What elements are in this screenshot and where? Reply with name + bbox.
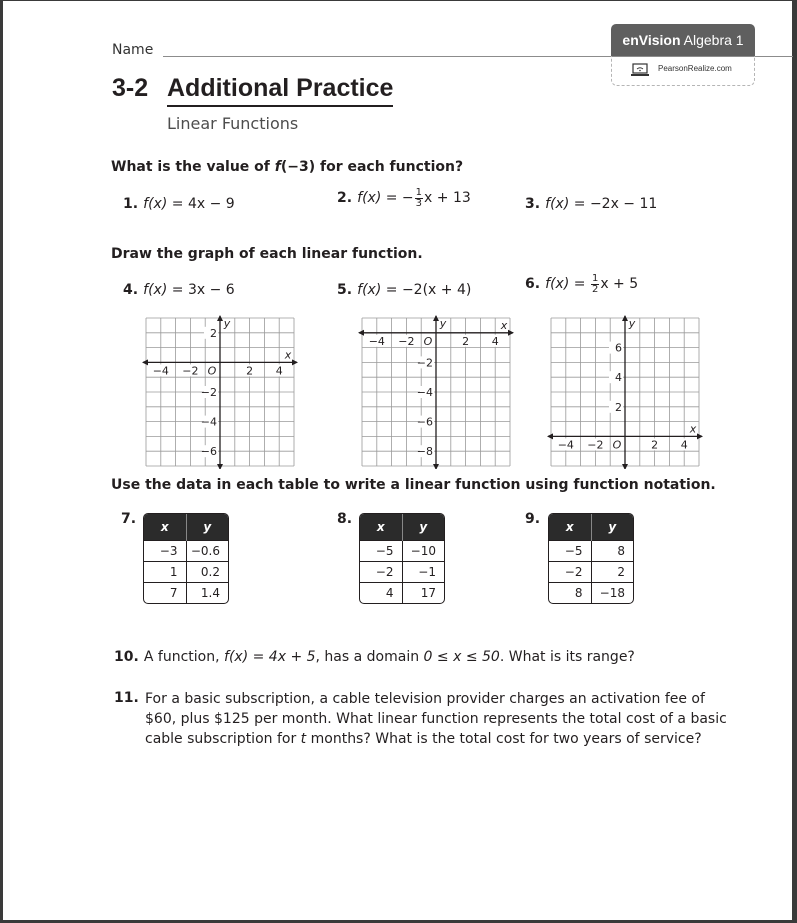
table-row xyxy=(144,582,228,603)
brand-banner xyxy=(611,24,755,56)
expr-lhs: f(x) = xyxy=(357,282,402,298)
fraction-numerator: 1 xyxy=(415,186,423,198)
expression xyxy=(357,282,471,298)
origin-label: O xyxy=(423,334,433,348)
table-header-row xyxy=(360,514,444,540)
y-axis-arrow-down xyxy=(622,464,628,469)
table-row xyxy=(360,561,444,582)
lesson-number: 3-2 xyxy=(112,74,149,102)
x-axis-label: x xyxy=(500,318,508,332)
expr-lhs: f(x) = xyxy=(545,196,590,212)
cell-y: −18 xyxy=(591,582,633,603)
table-row xyxy=(549,582,633,603)
x-tick-label: 2 xyxy=(462,334,470,348)
expression xyxy=(143,196,235,212)
expression xyxy=(357,186,471,209)
question-7-number: 7. xyxy=(121,511,137,527)
question-number: 10. xyxy=(114,649,139,665)
expression xyxy=(143,282,235,298)
site-url: PearsonRealize.com xyxy=(658,64,732,73)
y-tick-label: −2 xyxy=(416,356,433,370)
y-tick-label: −4 xyxy=(416,386,433,399)
x-tick-label: 4 xyxy=(491,334,499,348)
x-tick-label: −2 xyxy=(398,334,415,348)
question-5 xyxy=(337,279,471,298)
expression xyxy=(545,272,639,295)
question-number: 6. xyxy=(525,276,541,292)
cell-y: −1 xyxy=(402,561,444,582)
x-tick-label: 2 xyxy=(246,364,254,378)
cell-y: 2 xyxy=(591,561,633,582)
cell-x: −3 xyxy=(144,540,186,561)
y-tick-label: −8 xyxy=(416,445,433,459)
y-axis-arrow-down xyxy=(217,464,223,469)
origin-label: O xyxy=(207,364,217,378)
coordinate-grid-5[interactable] xyxy=(357,315,515,469)
function-expr: f(x) = 4x + 5 xyxy=(224,649,316,665)
origin-label: O xyxy=(612,438,622,452)
fraction xyxy=(591,274,599,295)
coordinate-grid-4[interactable] xyxy=(141,315,299,469)
x-axis-label: x xyxy=(284,348,292,362)
fraction xyxy=(415,188,423,209)
table-7 xyxy=(143,513,229,604)
question-10-text xyxy=(144,649,635,665)
page-subtitle: Linear Functions xyxy=(167,114,299,133)
x-axis-arrow-left xyxy=(547,433,553,439)
cell-y: −0.6 xyxy=(186,540,228,561)
cell-x: 7 xyxy=(144,582,186,603)
header-x: x xyxy=(360,514,402,540)
heading-f: f xyxy=(274,159,281,175)
section-1-heading xyxy=(111,159,463,175)
expr-rhs: 4x − 9 xyxy=(187,196,235,212)
table-row xyxy=(549,561,633,582)
cell-y: −10 xyxy=(402,540,444,561)
question-2 xyxy=(337,187,471,209)
text: , has a domain xyxy=(315,649,424,665)
cell-x: 4 xyxy=(360,582,402,603)
header-x: x xyxy=(144,514,186,540)
question-number: 3. xyxy=(525,196,541,212)
fraction-denominator: 2 xyxy=(591,283,599,295)
expr-rhs: x + 5 xyxy=(600,276,639,292)
expr-lhs: f(x) = − xyxy=(357,190,414,206)
question-4 xyxy=(123,279,235,298)
page-title: Additional Practice xyxy=(167,74,393,107)
table-header-row xyxy=(144,514,228,540)
header-y: y xyxy=(402,514,444,540)
table-row xyxy=(360,540,444,561)
question-number: 5. xyxy=(337,282,353,298)
x-tick-label: −4 xyxy=(152,364,169,378)
site-box xyxy=(611,56,755,86)
y-tick-label: 6 xyxy=(615,341,622,355)
fraction-denominator: 3 xyxy=(415,197,423,209)
question-10 xyxy=(114,646,635,665)
y-axis-label: y xyxy=(439,317,447,330)
name-label: Name xyxy=(112,42,154,58)
coordinate-grid-6[interactable] xyxy=(546,315,704,469)
fraction-numerator: 1 xyxy=(591,272,599,284)
question-8-number: 8. xyxy=(337,511,353,527)
expr-lhs: f(x) = xyxy=(143,282,188,298)
x-axis-arrow-right xyxy=(292,359,298,365)
question-9-number: 9. xyxy=(525,511,541,527)
expr-rhs: x + 13 xyxy=(424,190,471,206)
y-tick-label: −6 xyxy=(416,415,433,429)
cell-x: 8 xyxy=(549,582,591,603)
table-row xyxy=(549,540,633,561)
expression xyxy=(545,196,657,212)
table-9 xyxy=(548,513,634,604)
product-name: Algebra 1 xyxy=(683,32,744,48)
cell-x: 1 xyxy=(144,561,186,582)
x-tick-label: 2 xyxy=(651,438,659,452)
y-tick-label: 2 xyxy=(210,326,217,340)
expr-rhs: −2(x + 4) xyxy=(401,282,472,298)
text: For a basic subscription, a cable television provider charges an activation fee of $60, plus $125 per month. What linear function represents the total cost of a basic cable subscription for xyxy=(145,691,727,747)
header-y: y xyxy=(186,514,228,540)
y-axis-label: y xyxy=(223,317,231,330)
heading-text: What is the value of xyxy=(111,159,275,175)
worksheet-page xyxy=(3,1,792,920)
x-tick-label: −2 xyxy=(587,438,604,452)
x-axis-arrow-left xyxy=(358,330,364,336)
table-row xyxy=(144,561,228,582)
question-number: 2. xyxy=(337,190,353,206)
text: . What is its range? xyxy=(499,649,635,665)
table-header-row xyxy=(549,514,633,540)
cell-x: −2 xyxy=(549,561,591,582)
x-tick-label: 4 xyxy=(680,438,688,452)
table-row xyxy=(144,540,228,561)
cell-y: 0.2 xyxy=(186,561,228,582)
table-8 xyxy=(359,513,445,604)
section-3-heading: Use the data in each table to write a linear function using function notation. xyxy=(111,477,716,493)
text: A function, xyxy=(143,649,225,665)
y-axis-arrow-down xyxy=(433,464,439,469)
x-axis-label: x xyxy=(689,422,697,436)
x-tick-label: −2 xyxy=(182,364,199,378)
cell-y: 1.4 xyxy=(186,582,228,603)
question-number: 4. xyxy=(123,282,139,298)
domain-expr: 0 ≤ x ≤ 50 xyxy=(423,649,500,665)
laptop-icon xyxy=(630,63,650,77)
y-axis-label: y xyxy=(628,317,636,330)
cell-x: −5 xyxy=(360,540,402,561)
variable-t: t xyxy=(300,731,307,747)
cell-x: −2 xyxy=(360,561,402,582)
y-tick-label: −6 xyxy=(200,445,217,459)
cell-y: 8 xyxy=(591,540,633,561)
y-tick-label: −2 xyxy=(200,386,217,399)
question-11-number: 11. xyxy=(114,690,139,706)
table-row xyxy=(360,582,444,603)
x-tick-label: 4 xyxy=(275,364,283,378)
question-3 xyxy=(525,193,657,212)
expr-rhs: 3x − 6 xyxy=(187,282,235,298)
x-axis-arrow-right xyxy=(697,433,703,439)
x-tick-label: −4 xyxy=(368,334,385,348)
header-x: x xyxy=(549,514,591,540)
cell-y: 17 xyxy=(402,582,444,603)
question-number: 1. xyxy=(123,196,139,212)
text: months? What is the total cost for two years of service? xyxy=(306,731,702,747)
y-tick-label: 4 xyxy=(615,371,622,385)
section-2-heading: Draw the graph of each linear function. xyxy=(111,246,423,262)
x-tick-label: −4 xyxy=(557,438,574,452)
expr-rhs: −2x − 11 xyxy=(589,196,658,212)
question-11-text xyxy=(145,689,735,749)
envision-badge xyxy=(611,24,755,86)
y-tick-label: 2 xyxy=(615,400,622,414)
cell-x: −5 xyxy=(549,540,591,561)
x-axis-arrow-right xyxy=(508,330,514,336)
heading-text: (−3) for each function? xyxy=(280,159,464,175)
expr-lhs: f(x) = xyxy=(545,276,590,292)
brand-name: enVision xyxy=(622,32,681,48)
header-y: y xyxy=(591,514,633,540)
y-tick-label: −4 xyxy=(200,415,217,429)
x-axis-arrow-left xyxy=(142,359,148,365)
question-6 xyxy=(525,273,638,295)
expr-lhs: f(x) = xyxy=(143,196,188,212)
question-1 xyxy=(123,193,235,212)
